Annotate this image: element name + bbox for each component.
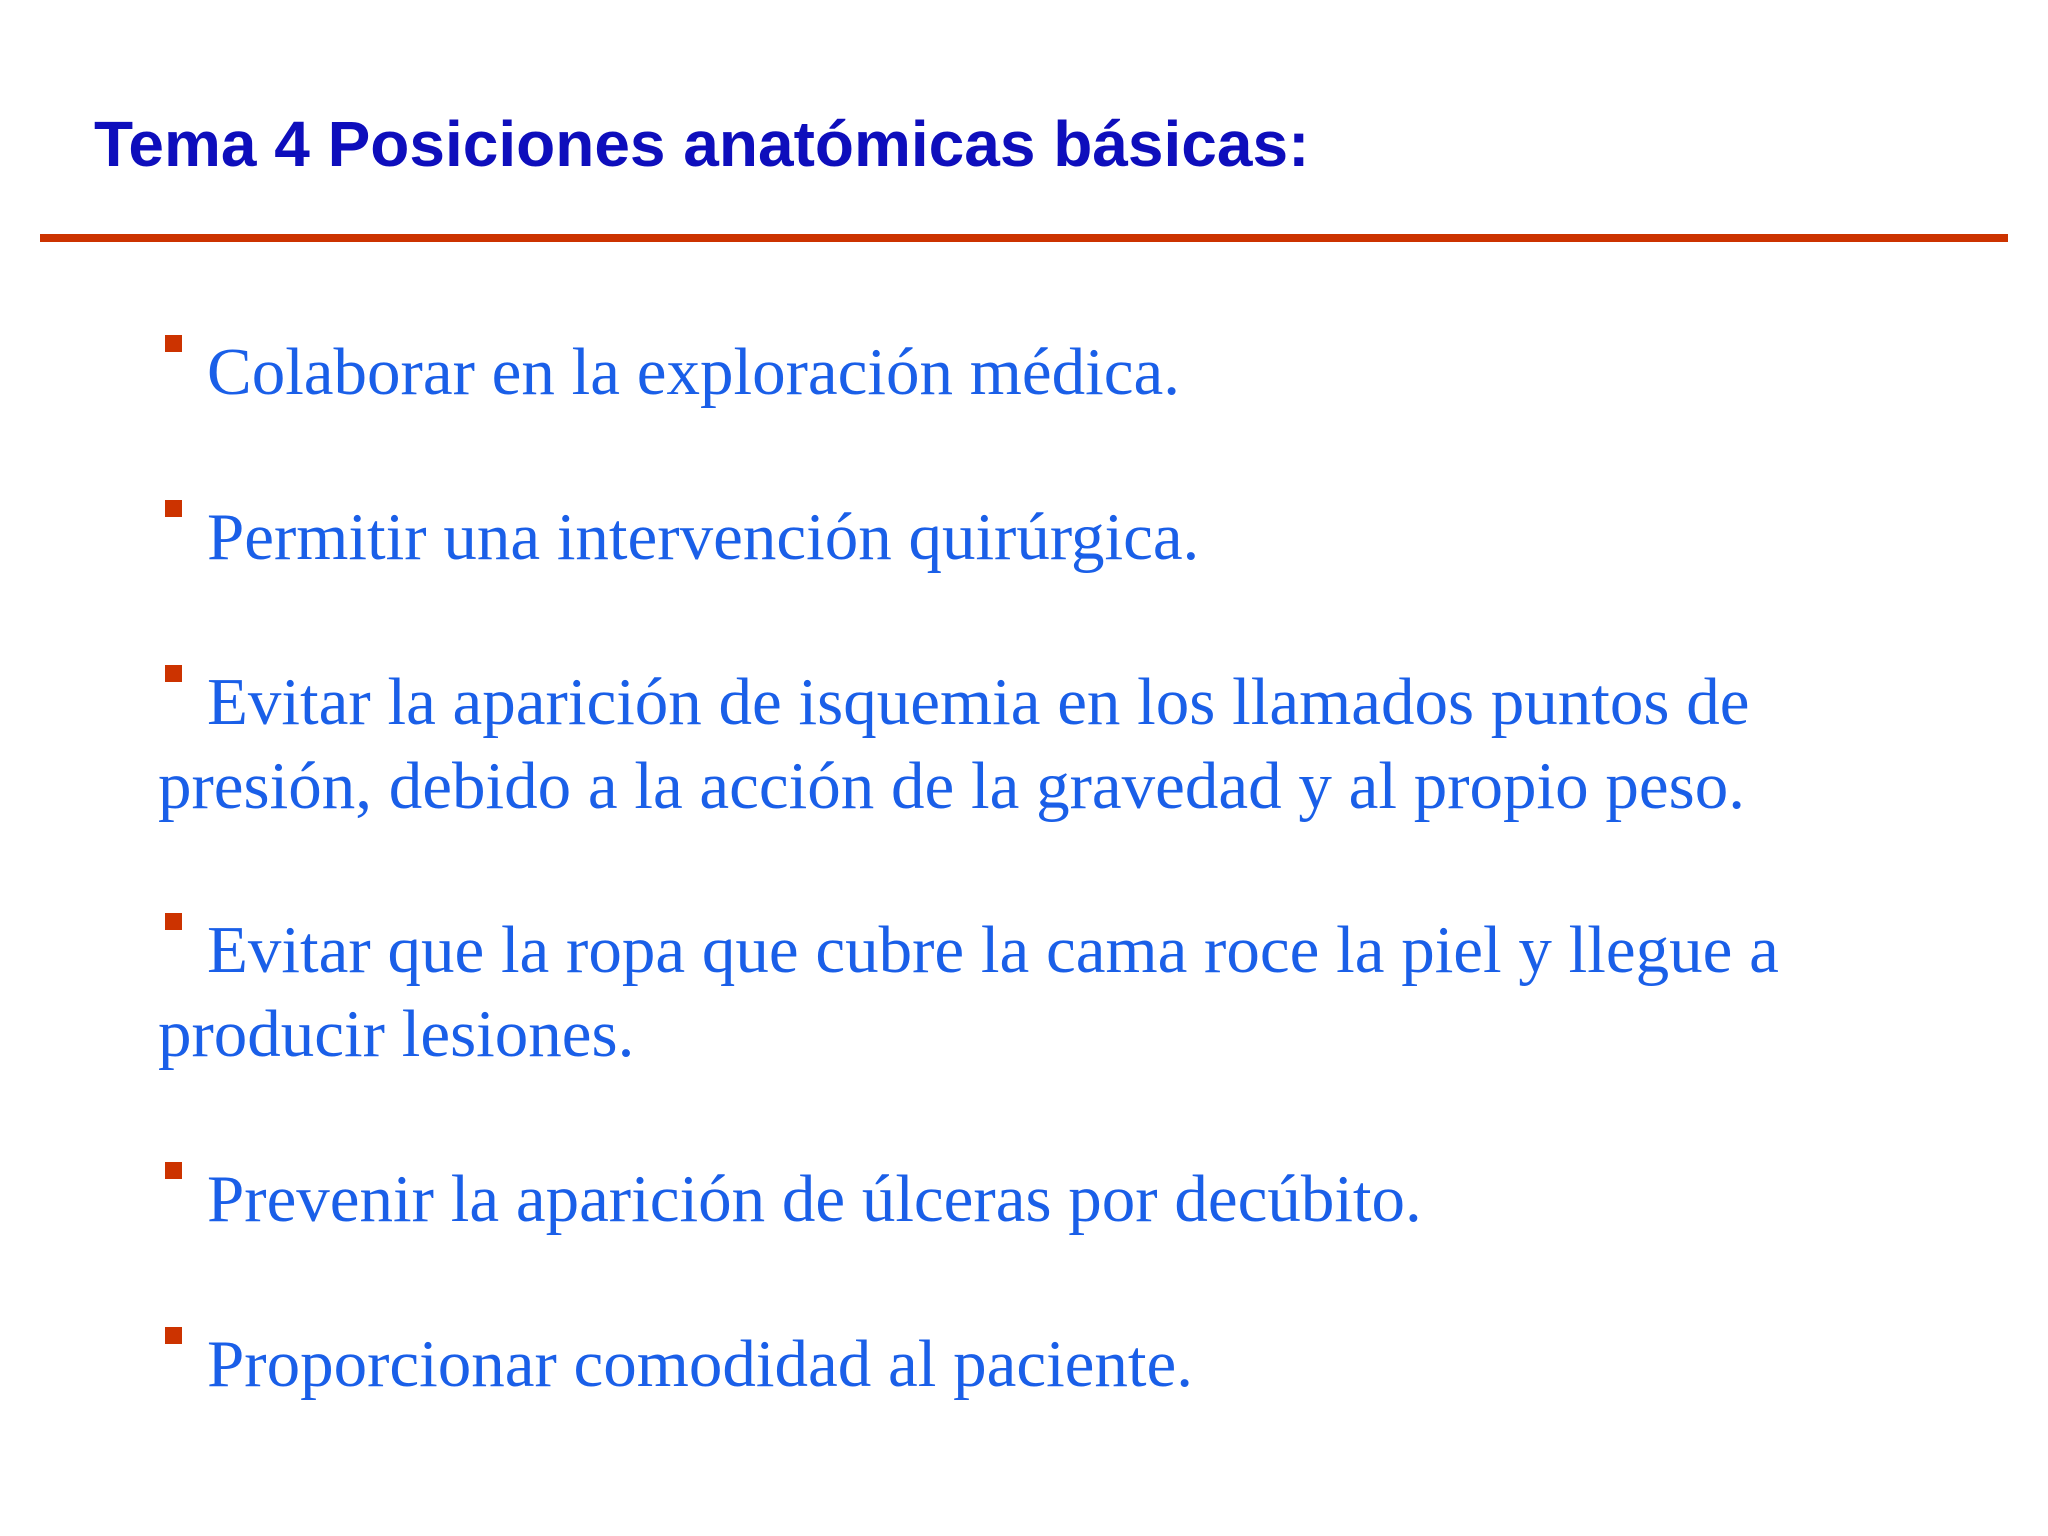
bullet-item bbox=[158, 1322, 1978, 1406]
bullet-text: Prevenir la aparición de úlceras por decúbito. bbox=[207, 1162, 1422, 1236]
bullet-item bbox=[158, 495, 1978, 579]
bullet-square-icon bbox=[165, 1162, 182, 1179]
bullet-text: Evitar que la ropa que cubre la cama roce la piel y llegue a bbox=[207, 913, 1779, 987]
bullet-square-icon bbox=[165, 1327, 182, 1344]
title-divider bbox=[40, 234, 2008, 242]
bullet-text: Evitar la aparición de isquemia en los llamados puntos de bbox=[207, 665, 1750, 739]
bullet-text: Permitir una intervención quirúrgica. bbox=[207, 500, 1200, 574]
bullet-text-continuation: presión, debido a la acción de la gravedad y al propio peso. bbox=[158, 749, 1745, 823]
bullet-item bbox=[158, 908, 1978, 1076]
bullet-square-icon bbox=[165, 335, 182, 352]
bullet-square-icon bbox=[165, 500, 182, 517]
bullet-square-icon bbox=[165, 665, 182, 682]
slide-title: Tema 4 Posiciones anatómicas básicas: bbox=[94, 108, 1310, 180]
bullet-item bbox=[158, 330, 1978, 414]
bullet-item bbox=[158, 660, 1978, 828]
bullet-text-continuation: producir lesiones. bbox=[158, 997, 635, 1071]
bullet-item bbox=[158, 1157, 1978, 1241]
bullet-text: Colaborar en la exploración médica. bbox=[207, 335, 1180, 409]
bullet-text: Proporcionar comodidad al paciente. bbox=[207, 1327, 1194, 1401]
bullet-square-icon bbox=[165, 913, 182, 930]
